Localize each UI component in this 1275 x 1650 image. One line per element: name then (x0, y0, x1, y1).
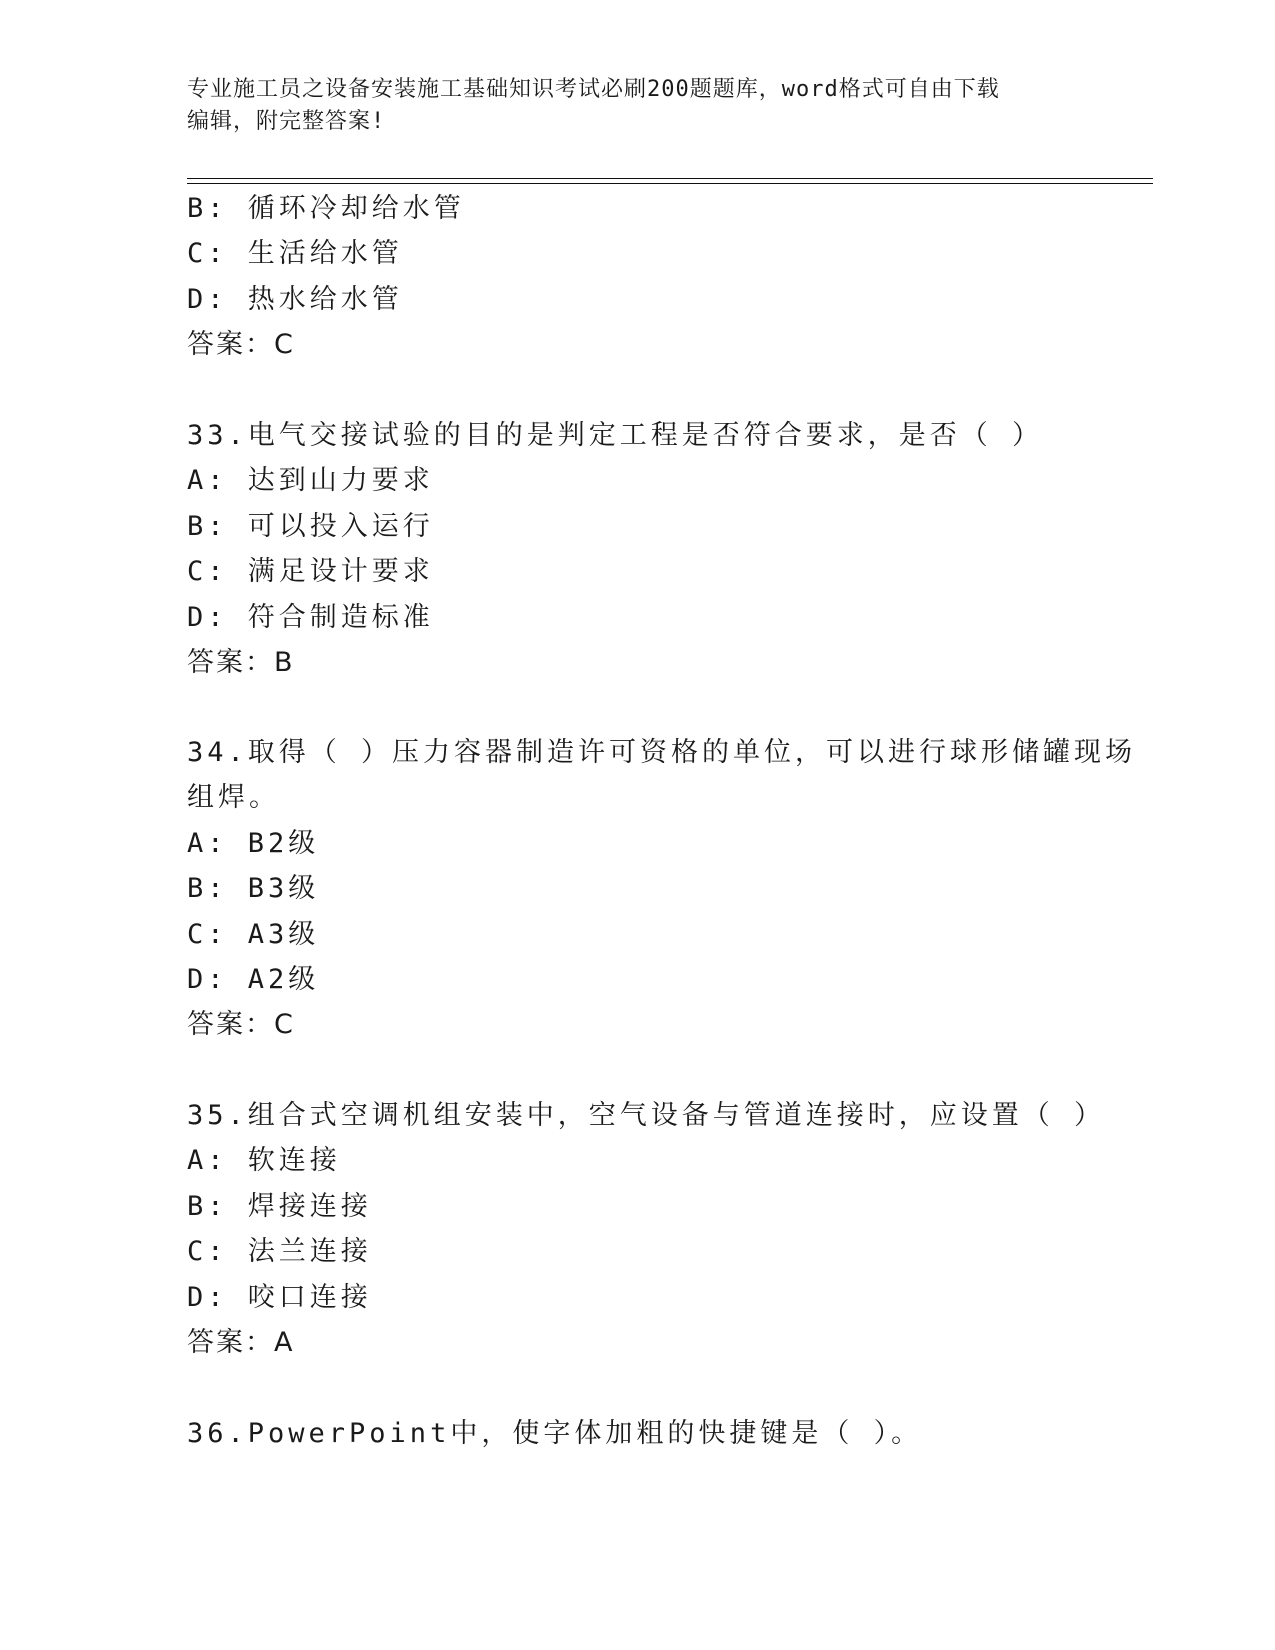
header-line-2: 编辑，附完整答案! (187, 109, 386, 134)
header-divider-bottom (187, 183, 1153, 184)
q33-answer: 答案：B (187, 647, 295, 678)
header-divider-top (187, 178, 1153, 179)
q34-question-line-2: 组焊。 (187, 782, 280, 813)
q32-option-b: B: 循环冷却给水管 (187, 193, 465, 224)
q34-answer: 答案：C (187, 1009, 295, 1040)
q34-option-b: B: B3级 (187, 873, 320, 904)
q33-option-b: B: 可以投入运行 (187, 511, 434, 542)
document-header (187, 74, 1087, 138)
q32-option-d: D: 热水给水管 (187, 284, 403, 315)
q32-option-c: C: 生活给水管 (187, 238, 403, 269)
q35-option-c: C: 法兰连接 (187, 1236, 372, 1267)
q35-answer: 答案：A (187, 1327, 295, 1358)
q33-option-a: A: 达到山力要求 (187, 465, 434, 496)
q33-option-d: D: 符合制造标准 (187, 602, 434, 633)
q35-question: 35.组合式空调机组安装中，空气设备与管道连接时，应设置（ ） (187, 1100, 1106, 1131)
q36-question: 36.PowerPoint中，使字体加粗的快捷键是（ ）。 (187, 1418, 923, 1449)
q35-option-a: A: 软连接 (187, 1145, 341, 1176)
header-line-1: 专业施工员之设备安装施工基础知识考试必刷200题题库，word格式可自由下载 (187, 77, 1000, 102)
q32-answer: 答案：C (187, 329, 295, 360)
q33-question: 33.电气交接试验的目的是判定工程是否符合要求，是否（ ） (187, 420, 1044, 451)
q35-option-d: D: 咬口连接 (187, 1282, 372, 1313)
q34-option-c: C: A3级 (187, 919, 320, 950)
q33-option-c: C: 满足设计要求 (187, 556, 434, 587)
q34-option-d: D: A2级 (187, 964, 320, 995)
q35-option-b: B: 焊接连接 (187, 1191, 372, 1222)
q34-option-a: A: B2级 (187, 828, 320, 859)
q34-question-line-1: 34.取得（ ）压力容器制造许可资格的单位，可以进行球形储罐现场 (187, 737, 1137, 768)
